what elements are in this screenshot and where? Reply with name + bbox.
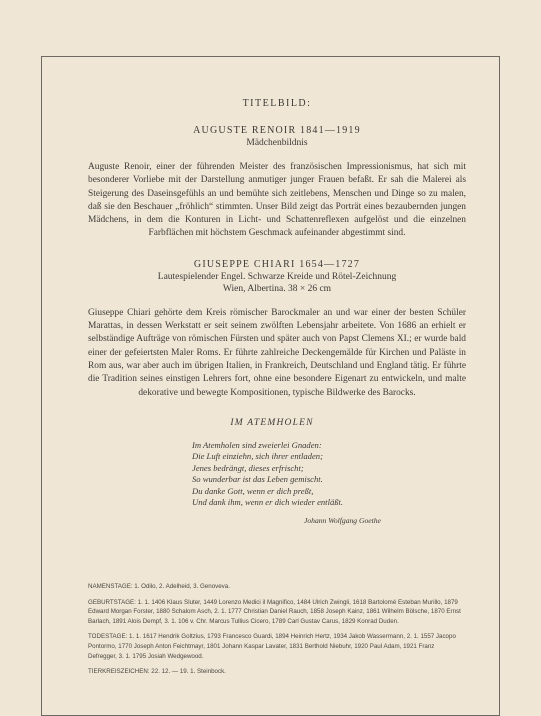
artwork-title: Lautespielender Engel. Schwarze Kreide und Rötel-Zeichnung	[157, 271, 397, 282]
artist-heading-chiari	[88, 259, 466, 271]
poem-title: IM ATEMHOLEN	[230, 417, 314, 428]
artist-heading-renoir	[88, 125, 466, 137]
death-days: TODESTAGE: 1. 1. 1617 Hendrik Goltzius, 1793 Francesco Guardi, 1894 Heinrich Hertz, 1934 Jakob Wassermann, 2. 1. 1557 Jacopo Pontormo, 1770 Joseph Anton Feichtmayr, 1801 Johann Kaspar Lavater, 1831 Berthold Niebuhr, 1920 Paul Adam, 1921 Franz Defregger, 3. 1. 1795 Josiah Wedgewood.	[88, 633, 456, 660]
renoir-description: Auguste Renoir, einer der führenden Meister des französischen Impressionismus, hat sich mit besonderer Vorliebe mit der Darstellung anmutiger junger Frauen befaßt. Er sah die Malerei als Steigerung des Daseinsgefühls an und bemühte sich zeitlebens, Menschen und Dinge so zu malen, daß sie den Beschauer „fröhlich“ stimmten. Unser Bild zeigt das Porträt eines bezaubernden jungen Mädchens, in dem die Konturen in Licht- und Schattenreflexen aufgelöst und die einzelnen Farbflächen mit höchstem Geschmack aufeinander abgestimmt sind.	[88, 162, 466, 239]
zodiac: TIERKREISZEICHEN: 22. 12. — 19. 1. Steinbock.	[88, 668, 226, 676]
calendar-notes	[88, 582, 462, 683]
poem-line: Die Luft einziehn, sich ihrer entladen;	[192, 451, 323, 462]
artwork-location: Wien, Albertina. 38 × 26 cm	[222, 283, 332, 294]
birthdays: GEBURTSTAGE: 1. 1. 1406 Klaus Sluter, 1449 Lorenzo Medici il Magnifico, 1484 Ulrich Zwingli, 1618 Bartolomé Esteban Murillo, 1879 Edward Morgan Forster, 1880 Schalom Asch, 2. 1. 1777 Christian Daniel Rauch, 1858 Joseph Kainz, 1861 Wilhelm Bölsche, 1870 Ernst Barlach, 1891 Alois Dempf, 3. 1. 106 v. Chr. Marcus Tullius Cicero, 1789 Carl Gustav Carus, 1829 Konrad Duden.	[88, 598, 461, 625]
poem-author: Johann Wolfgang Goethe	[304, 515, 381, 525]
poem-line: So wunderbar ist das Leben gemischt.	[192, 474, 323, 485]
artwork-title: Mädchenbildnis	[246, 138, 308, 148]
page-heading: TITELBILD:	[242, 98, 312, 109]
poem-line: Du danke Gott, wenn er dich preßt,	[192, 485, 314, 496]
poem-line: Im Atemholen sind zweierlei Gnaden:	[192, 439, 322, 450]
chiari-description: Giuseppe Chiari gehörte dem Kreis römischer Barockmaler an und war einer der besten Schüler Marattas, in dessen Werkstatt er seit seinem zwölften Lebensjahr arbeitete. Von 1686 an erhielt er selbständige Aufträge von römischen Fürsten und später auch von Papst Clemens XI.; er wurde bald einer der gefeiertsten Maler Roms. Er führte zahlreiche Deckengemälde für Kirchen und Paläste in Rom aus, war aber auch im übrigen Italien, in Frankreich, Deutschland und England tätig. Er führte die Tradition seines einstigen Lehrers fort, ohne eine besondere Eigenart zu entwickeln, und malte dekorative und bewegte Kompositionen, typische Bildwerke des Barocks.	[88, 307, 466, 398]
artist-name: GIUSEPPE CHIARI	[193, 258, 296, 270]
name-days: NAMENSTAGE: 1. Odilo, 2. Adelheid, 3. Genoveva.	[88, 583, 230, 590]
artist-years: 1654—1727	[299, 258, 361, 270]
poem	[192, 440, 466, 527]
artist-years: 1841—1919	[300, 125, 361, 136]
artist-name: AUGUSTE RENOIR	[193, 125, 297, 136]
poem-line: Und dank ihm, wenn er dich wieder entläßt.	[192, 497, 344, 508]
main-content	[88, 98, 466, 526]
poem-line: Jenes bedrängt, dieses erfrischt;	[192, 462, 304, 473]
